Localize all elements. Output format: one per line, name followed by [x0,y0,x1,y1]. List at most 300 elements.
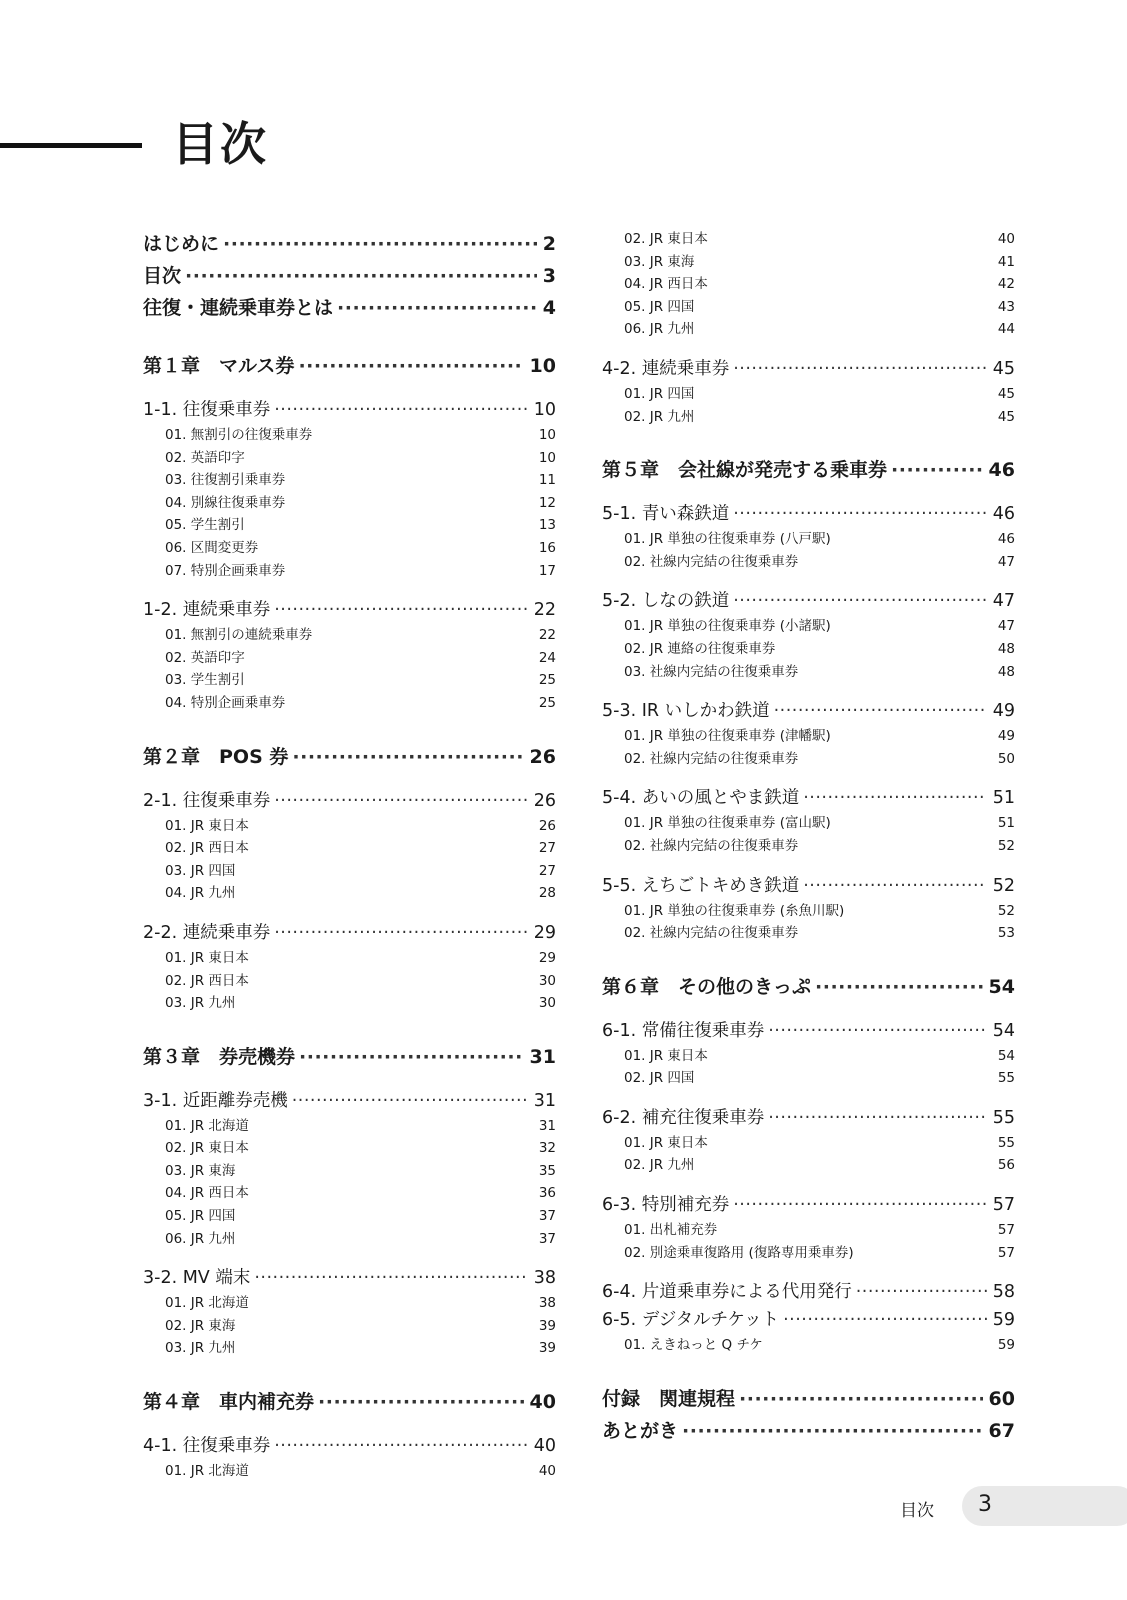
toc-leader-dots [274,1432,528,1460]
toc-entry-title: 06. JR 九州 [624,321,695,338]
toc-subsection-entry[interactable] [602,551,1015,574]
toc-page-number: 52 [997,902,1015,919]
toc-spacer [602,683,1015,697]
toc-spacer [602,1177,1015,1191]
toc-page-number: 51 [997,815,1015,832]
toc-subsection-entry[interactable] [602,296,1015,319]
toc-page-number: 46 [992,504,1015,525]
toc-page-number: 51 [992,788,1015,809]
toc-column-right [602,228,1015,1447]
toc-entry-title: 02. JR 東海 [165,1317,236,1334]
toc-entry-title: 4-1. 往復乗車券 [143,1436,271,1457]
toc-entry-title: 04. JR 西日本 [624,276,708,293]
toc-page-number: 56 [997,1157,1015,1174]
toc-page-number: 59 [997,1337,1015,1354]
toc-entry-title: 02. 社線内完結の往復乗車券 [624,750,799,767]
toc-page-number: 55 [997,1070,1015,1087]
toc-page-number: 47 [992,591,1015,612]
toc-section-entry[interactable] [602,1017,1015,1045]
toc-entry-title: 01. JR 単独の往復乗車券 (津幡駅) [624,728,831,745]
toc-page-number: 4 [542,297,556,319]
toc-subsection-entry[interactable] [143,860,556,883]
toc-entry-title: 01. JR 東日本 [165,817,249,834]
toc-page-number: 10 [538,427,556,443]
toc-page-number: 55 [992,1107,1015,1128]
toc-subsection-entry[interactable] [602,748,1015,771]
toc-section-entry[interactable] [602,1104,1015,1132]
toc-entry-title: 01. JR 北海道 [165,1117,249,1134]
toc-leader-dots [682,1415,983,1447]
toc-subsection-entry[interactable] [602,1132,1015,1155]
toc-entry-title: 02. JR 西日本 [165,840,249,857]
toc-subsection-entry[interactable] [143,537,556,560]
toc-spacer [143,905,556,919]
toc-page-number: 17 [538,562,556,579]
toc-leader-dots [733,587,987,615]
toc-page-number: 13 [538,517,556,534]
toc-subsection-entry[interactable] [602,812,1015,835]
toc-page-number: 29 [538,949,556,966]
toc-entry-title: 02. 社線内完結の往復乗車券 [624,925,799,942]
toc-leader-dots [292,741,523,773]
toc-page-number: 46 [988,459,1015,482]
toc-subsection-entry[interactable] [602,725,1015,748]
toc-entry-title: 1-2. 連続乗車券 [143,600,271,621]
toc-leader-dots [783,1306,987,1334]
toc-entry-title: 04. 別線往復乗車券 [165,494,286,511]
toc-page-number: 37 [538,1208,556,1225]
toc-spacer [602,428,1015,454]
toc-subsection-entry[interactable] [602,383,1015,406]
toc-page-number: 57 [997,1222,1015,1239]
toc-spacer [143,1360,556,1386]
toc-subsection-entry[interactable] [143,447,556,470]
toc-entry-title: 04. JR 九州 [165,885,236,902]
toc-page-number: 31 [533,1090,556,1111]
toc-page-number: 27 [538,862,556,879]
toc-chapter-entry[interactable] [602,1383,1015,1415]
toc-entry-title: 03. 社線内完結の往復乗車券 [624,663,799,680]
toc-section-entry[interactable] [143,1087,556,1115]
toc-section-entry[interactable] [602,1191,1015,1219]
toc-subsection-entry[interactable] [602,528,1015,551]
toc-spacer [602,486,1015,500]
toc-page-number: 29 [533,922,556,943]
toc-subsection-entry[interactable] [143,1228,556,1251]
toc-spacer [143,773,556,787]
toc-entry-title: 02. JR 東日本 [624,231,708,247]
toc-entry-title: 05. JR 四国 [624,298,695,315]
toc-page-number: 2 [542,233,556,255]
toc-entry-title: 04. JR 西日本 [165,1185,249,1202]
toc-page-number: 59 [992,1310,1015,1331]
toc-subsection-entry[interactable] [602,251,1015,274]
toc-page-number: 37 [538,1230,556,1247]
toc-page-number: 44 [997,321,1015,338]
toc-leader-dots [803,784,987,812]
toc-page-number: 40 [529,1391,556,1414]
toc-subsection-entry[interactable] [143,1292,556,1315]
toc-spacer [143,715,556,741]
toc-subsection-entry[interactable] [143,992,556,1015]
toc-subsection-entry[interactable] [143,1182,556,1205]
toc-spacer [143,1418,556,1432]
toc-subsection-entry[interactable] [143,560,556,583]
toc-entry-title: 01. JR 東日本 [624,1134,708,1151]
toc-chapter-entry[interactable] [602,971,1015,1003]
toc-page-number: 57 [992,1195,1015,1216]
toc-spacer [602,1264,1015,1278]
toc-entry-title: 05. 学生割引 [165,517,245,534]
toc-entry-title: 5-4. あいの風とやま鉄道 [602,788,800,809]
toc-subsection-entry[interactable] [143,882,556,905]
toc-entry-title: 02. 英語印字 [165,449,245,466]
toc-entry-title: 03. JR 四国 [165,862,236,879]
toc-entry-title: 04. 特別企画乗車券 [165,694,286,711]
toc-section-entry[interactable] [602,784,1015,812]
toc-entry-title: 6-4. 片道乗車券による代用発行 [602,1282,852,1303]
toc-subsection-entry[interactable] [602,661,1015,684]
toc-entry-title: 01. JR 単独の往復乗車券 (八戸駅) [624,531,831,548]
toc-subsection-entry[interactable] [602,835,1015,858]
toc-page-number: 48 [997,663,1015,680]
toc-leader-dots [856,1278,987,1306]
toc-page-number: 22 [538,627,556,644]
toc-page-number: 45 [992,358,1015,379]
toc-entry-title: 05. JR 四国 [165,1208,236,1225]
toc-subsection-entry[interactable] [143,692,556,715]
toc-leader-dots [274,396,528,424]
toc-leader-dots [274,919,528,947]
toc-section-entry[interactable] [602,355,1015,383]
toc-entry-title: 第１章 マルス券 [143,355,295,377]
toc-page-number: 30 [538,972,556,989]
toc-page-number: 60 [988,1387,1015,1410]
toc-page-number: 55 [997,1134,1015,1151]
toc-entry-title: 01. JR 東日本 [165,949,249,966]
toc-subsection-entry[interactable] [143,1160,556,1183]
toc-page-number: 22 [533,600,556,621]
toc-leader-dots [733,1191,987,1219]
toc-page-number: 38 [533,1268,556,1289]
toc-page-number: 50 [997,750,1015,767]
toc-entry-title: 03. 学生割引 [165,672,245,689]
toc-page-number: 67 [988,1419,1015,1442]
toc-subsection-entry[interactable] [602,1045,1015,1068]
toc-section-entry[interactable] [143,1432,556,1460]
toc-page-number: 16 [538,539,556,556]
toc-leader-dots [318,1386,524,1418]
toc-entry-title: 第５章 会社線が発売する乗車券 [602,459,888,482]
toc-page-number: 40 [538,1463,556,1480]
toc-section-entry[interactable] [602,697,1015,725]
toc-entry-title: 3-1. 近距離券売機 [143,1090,288,1111]
toc-entry-title: 03. JR 九州 [165,1340,236,1357]
toc-entry-title: あとがき [602,1419,679,1442]
toc-entry-title: 6-2. 補充往復乗車券 [602,1107,765,1128]
toc-page-number: 45 [997,408,1015,425]
toc-entry-title: 01. JR 四国 [624,385,695,402]
toc-subsection-entry[interactable] [602,228,1015,251]
toc-spacer [602,1357,1015,1383]
toc-front-entry[interactable] [143,292,556,324]
toc-subsection-entry[interactable] [143,1115,556,1138]
toc-entry-title: 06. 区間変更券 [165,539,259,556]
toc-spacer [602,573,1015,587]
toc-entry-title: 01. JR 単独の往復乗車券 (糸魚川駅) [624,902,845,919]
toc-entry-title: 01. 出札補充券 [624,1222,718,1239]
toc-page-number: 40 [997,231,1015,247]
toc-subsection-entry[interactable] [602,318,1015,341]
toc-leader-dots [337,292,537,324]
toc-page-number: 47 [997,618,1015,635]
toc-entry-title: 第４章 車内補充券 [143,1391,315,1414]
toc-leader-dots [803,872,987,900]
toc-column-left [143,228,556,1483]
toc-subsection-entry[interactable] [602,1334,1015,1357]
toc-subsection-entry[interactable] [143,815,556,838]
toc-entry-title: 02. JR 四国 [624,1070,695,1087]
toc-chapter-entry[interactable] [602,1415,1015,1447]
toc-page-number: 46 [997,531,1015,548]
toc-leader-dots [298,350,523,382]
toc-entry-title: 第６章 その他のきっぷ [602,975,812,998]
toc-entry-title: 5-2. しなの鉄道 [602,591,730,612]
toc-subsection-entry[interactable] [143,424,556,447]
toc-spacer [602,1003,1015,1017]
toc-page-number: 52 [997,837,1015,854]
toc-subsection-entry[interactable] [602,273,1015,296]
toc-entry-title: 02. 社線内完結の往復乗車券 [624,553,799,570]
toc-subsection-entry[interactable] [143,469,556,492]
toc-page-number: 49 [992,701,1015,722]
toc-entry-title: 02. 英語印字 [165,649,245,666]
toc-page-number: 11 [538,472,556,489]
toc-page-number: 48 [997,640,1015,657]
toc-page-number: 10 [533,400,556,420]
toc-entry-title: はじめに [143,233,220,255]
toc-page-number: 49 [997,728,1015,745]
toc-page-number: 31 [538,1117,556,1134]
toc-entry-title: 目次 [143,265,182,287]
toc-leader-dots [768,1017,987,1045]
toc-entry-title: 01. JR 単独の往復乗車券 (富山駅) [624,815,831,832]
toc-entry-title: 01. 無割引の連続乗車券 [165,627,313,644]
toc-entry-title: 往復・連続乗車券とは [143,297,334,319]
toc-spacer [143,582,556,596]
toc-subsection-entry[interactable] [602,406,1015,429]
toc-entry-title: 2-1. 往復乗車券 [143,790,271,811]
toc-subsection-entry[interactable] [602,922,1015,945]
toc-entry-title: 01. えきねっと Q チケ [624,1337,763,1354]
toc-page-number: 36 [538,1185,556,1202]
toc-leader-dots [815,971,983,1003]
toc-subsection-entry[interactable] [143,970,556,993]
toc-spacer [143,382,556,396]
toc-entry-title: 03. 往復割引乗車券 [165,472,286,489]
toc-spacer [602,770,1015,784]
toc-entry-title: 02. 社線内完結の往復乗車券 [624,837,799,854]
toc-chapter-entry[interactable] [143,350,556,382]
toc-page-number: 25 [538,672,556,689]
toc-section-entry[interactable] [143,596,556,624]
toc-subsection-entry[interactable] [143,1137,556,1160]
toc-section-entry[interactable] [602,500,1015,528]
toc-entry-title: 6-5. デジタルチケット [602,1310,780,1331]
page-number: 3 [978,1492,992,1517]
toc-subsection-entry[interactable] [143,492,556,515]
toc-entry-title: 07. 特別企画乗車券 [165,562,286,579]
toc-subsection-entry[interactable] [602,900,1015,923]
toc-section-entry[interactable] [143,396,556,424]
toc-subsection-entry[interactable] [143,1315,556,1338]
toc-spacer [143,1015,556,1041]
toc-entry-title: 付録 関連規程 [602,1387,736,1410]
toc-page-number: 10 [529,355,556,377]
toc-page-number: 24 [538,649,556,666]
toc-entry-title: 5-1. 青い森鉄道 [602,504,730,525]
toc-page-number: 32 [538,1140,556,1157]
toc-page-number: 30 [538,995,556,1012]
toc-page-number: 40 [533,1436,556,1457]
toc-spacer [143,1073,556,1087]
toc-entry-title: 02. JR 東日本 [165,1140,249,1157]
toc-page-number: 25 [538,694,556,711]
toc-entry-title: 02. 別途乗車復路用 (復路専用乗車券) [624,1244,854,1261]
toc-entry-title: 02. JR 西日本 [165,972,249,989]
toc-page-number: 31 [529,1045,556,1068]
toc-leader-dots [774,697,987,725]
toc-subsection-entry[interactable] [143,669,556,692]
toc-entry-title: 03. JR 東海 [624,253,695,270]
toc-subsection-entry[interactable] [143,837,556,860]
toc-page-number: 28 [538,885,556,902]
toc-entry-title: 5-3. IR いしかわ鉄道 [602,701,770,722]
toc-spacer [143,324,556,350]
toc-entry-title: 2-2. 連続乗車券 [143,922,271,943]
toc-page-number: 54 [992,1020,1015,1041]
toc-front-entry[interactable] [143,260,556,292]
footer-label: 目次 [900,1501,934,1521]
toc-entry-title: 06. JR 九州 [165,1230,236,1247]
toc-section-entry[interactable] [602,872,1015,900]
toc-spacer [602,341,1015,355]
toc-leader-dots [733,500,987,528]
toc-page-number: 57 [997,1244,1015,1261]
toc-section-entry[interactable] [602,1278,1015,1306]
toc-spacer [143,1250,556,1264]
toc-section-entry[interactable] [143,919,556,947]
toc-entry-title: 03. JR 九州 [165,995,236,1012]
toc-page-number: 42 [997,276,1015,293]
toc-entry-title: 01. 無割引の往復乗車券 [165,427,313,443]
toc-leader-dots [292,1087,528,1115]
toc-leader-dots [274,787,528,815]
toc-leader-dots [891,454,983,486]
title-rule [0,143,142,148]
toc-entry-title: 4-2. 連続乗車券 [602,358,730,379]
toc-subsection-entry[interactable] [602,1154,1015,1177]
toc-chapter-entry[interactable] [602,454,1015,486]
toc-subsection-entry[interactable] [602,638,1015,661]
toc-subsection-entry[interactable] [602,615,1015,638]
toc-entry-title: 6-1. 常備往復乗車券 [602,1020,765,1041]
toc-page-number: 47 [997,553,1015,570]
toc-subsection-entry[interactable] [602,1219,1015,1242]
toc-page-number: 39 [538,1340,556,1357]
toc-entry-title: 01. JR 北海道 [165,1295,249,1312]
toc-entry-title: 3-2. MV 端末 [143,1268,251,1289]
toc-leader-dots [739,1383,983,1415]
toc-section-entry[interactable] [143,1264,556,1292]
toc-leader-dots [185,260,537,292]
toc-entry-title: 02. JR 九州 [624,408,695,425]
toc-entry-title: 03. JR 東海 [165,1162,236,1179]
toc-page-number: 3 [542,265,556,287]
toc-page-number: 38 [538,1295,556,1312]
toc-page-number: 26 [529,745,556,768]
toc-subsection-entry[interactable] [143,1205,556,1228]
toc-subsection-entry[interactable] [143,624,556,647]
toc-entry-title: 02. JR 九州 [624,1157,695,1174]
toc-page-number: 54 [997,1047,1015,1064]
toc-leader-dots [274,596,528,624]
toc-page-number: 54 [988,975,1015,998]
toc-page-number: 52 [992,875,1015,896]
toc-entry-title: 5-5. えちごトキめき鉄道 [602,875,800,896]
toc-chapter-entry[interactable] [143,1041,556,1073]
toc-page-number: 35 [538,1162,556,1179]
toc-page-number: 39 [538,1317,556,1334]
toc-entry-title: 02. JR 連絡の往復乗車券 [624,640,776,657]
toc-page-number: 41 [997,253,1015,270]
toc-section-entry[interactable] [143,787,556,815]
toc-page-number: 45 [997,385,1015,402]
toc-subsection-entry[interactable] [602,1242,1015,1265]
toc-leader-dots [733,355,987,383]
toc-subsection-entry[interactable] [143,1460,556,1483]
toc-page-number: 27 [538,840,556,857]
toc-page-number: 26 [538,817,556,834]
toc-page-number: 26 [533,790,556,811]
toc-leader-dots [223,228,537,260]
page-title: 目次 [172,117,268,171]
toc-entry-title: 01. JR 東日本 [624,1047,708,1064]
toc-page-number: 12 [538,494,556,511]
toc-page-number: 53 [997,925,1015,942]
toc-subsection-entry[interactable] [143,514,556,537]
toc-section-entry[interactable] [602,587,1015,615]
toc-chapter-entry[interactable] [143,741,556,773]
toc-spacer [602,945,1015,971]
toc-subsection-entry[interactable] [143,647,556,670]
toc-entry-title: 第２章 POS 券 [143,745,289,768]
toc-leader-dots [768,1104,987,1132]
toc-chapter-entry[interactable] [143,1386,556,1418]
toc-subsection-entry[interactable] [143,947,556,970]
page-footer [0,1486,1127,1526]
toc-subsection-entry[interactable] [143,1337,556,1360]
toc-entry-title: 01. JR 単独の往復乗車券 (小諸駅) [624,618,831,635]
toc-subsection-entry[interactable] [602,1067,1015,1090]
toc-front-entry[interactable] [143,228,556,260]
toc-page-number: 58 [992,1282,1015,1303]
toc-leader-dots [299,1041,524,1073]
toc-spacer [602,1090,1015,1104]
toc-section-entry[interactable] [602,1306,1015,1334]
toc-leader-dots [254,1264,527,1292]
toc-entry-title: 6-3. 特別補充券 [602,1195,730,1216]
